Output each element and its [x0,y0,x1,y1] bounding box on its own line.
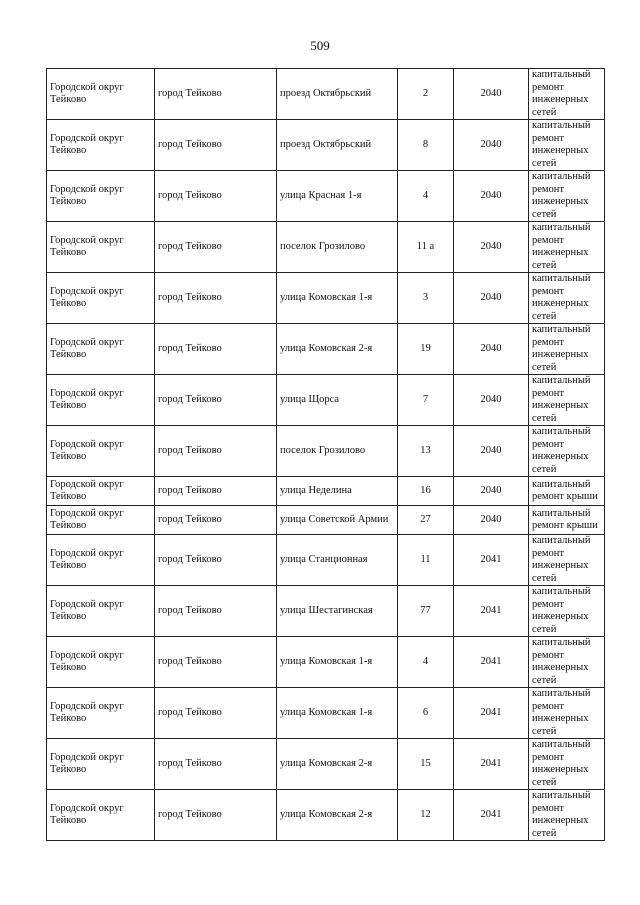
city-cell: город Тейково [155,273,277,324]
year-cell: 2040 [454,171,529,222]
house-number-cell: 13 [398,426,454,477]
district-cell: Городской округ Тейково [47,688,155,739]
city-cell: город Тейково [155,586,277,637]
table-row [47,426,605,477]
work-type-cell: капитальный ремонт инженерных сетей [529,688,605,739]
work-type-cell: капитальный ремонт инженерных сетей [529,426,605,477]
table-row [47,171,605,222]
district-cell: Городской округ Тейково [47,222,155,273]
work-type-cell: капитальный ремонт крыши [529,477,605,506]
district-cell: Городской округ Тейково [47,535,155,586]
page-number: 509 [310,38,330,53]
house-number-cell: 16 [398,477,454,506]
year-cell: 2040 [454,324,529,375]
district-cell: Городской округ Тейково [47,120,155,171]
city-cell: город Тейково [155,120,277,171]
year-cell: 2040 [454,477,529,506]
table-row [47,535,605,586]
house-number-cell: 4 [398,637,454,688]
work-type-cell: капитальный ремонт инженерных сетей [529,375,605,426]
street-cell: улица Неделина [277,477,398,506]
table-row [47,477,605,506]
house-number-cell: 77 [398,586,454,637]
city-cell: город Тейково [155,222,277,273]
year-cell: 2040 [454,426,529,477]
city-cell: город Тейково [155,506,277,535]
city-cell: город Тейково [155,637,277,688]
street-cell: улица Комовская 1-я [277,637,398,688]
table-row [47,688,605,739]
street-cell: улица Шестагинская [277,586,398,637]
city-cell: город Тейково [155,171,277,222]
district-cell: Городской округ Тейково [47,273,155,324]
house-number-cell: 8 [398,120,454,171]
table-row [47,69,605,120]
district-cell: Городской округ Тейково [47,739,155,790]
table-row [47,222,605,273]
table-row [47,637,605,688]
street-cell: улица Советской Армии [277,506,398,535]
district-cell: Городской округ Тейково [47,324,155,375]
work-type-cell: капитальный ремонт инженерных сетей [529,586,605,637]
house-number-cell: 19 [398,324,454,375]
house-number-cell: 15 [398,739,454,790]
year-cell: 2041 [454,586,529,637]
house-number-cell: 2 [398,69,454,120]
city-cell: город Тейково [155,535,277,586]
year-cell: 2040 [454,375,529,426]
city-cell: город Тейково [155,790,277,841]
table-body [47,69,605,841]
district-cell: Городской округ Тейково [47,506,155,535]
table-row [47,120,605,171]
year-cell: 2041 [454,790,529,841]
house-number-cell: 11 [398,535,454,586]
street-cell: улица Станционная [277,535,398,586]
work-type-cell: капитальный ремонт инженерных сетей [529,739,605,790]
district-cell: Городской округ Тейково [47,69,155,120]
house-number-cell: 6 [398,688,454,739]
work-type-cell: капитальный ремонт инженерных сетей [529,273,605,324]
house-number-cell: 3 [398,273,454,324]
work-type-cell: капитальный ремонт инженерных сетей [529,171,605,222]
year-cell: 2040 [454,273,529,324]
district-cell: Городской округ Тейково [47,637,155,688]
district-cell: Городской округ Тейково [47,790,155,841]
work-type-cell: капитальный ремонт инженерных сетей [529,222,605,273]
street-cell: поселок Грозилово [277,426,398,477]
house-number-cell: 27 [398,506,454,535]
city-cell: город Тейково [155,739,277,790]
street-cell: улица Щорса [277,375,398,426]
street-cell: улица Комовская 2-я [277,324,398,375]
repair-schedule-table [46,68,605,841]
city-cell: город Тейково [155,477,277,506]
table-row [47,790,605,841]
district-cell: Городской округ Тейково [47,586,155,637]
work-type-cell: капитальный ремонт инженерных сетей [529,69,605,120]
street-cell: поселок Грозилово [277,222,398,273]
year-cell: 2040 [454,120,529,171]
district-cell: Городской округ Тейково [47,426,155,477]
street-cell: проезд Октябрьский [277,69,398,120]
table-row [47,506,605,535]
street-cell: проезд Октябрьский [277,120,398,171]
city-cell: город Тейково [155,426,277,477]
city-cell: город Тейково [155,69,277,120]
year-cell: 2040 [454,69,529,120]
district-cell: Городской округ Тейково [47,171,155,222]
year-cell: 2041 [454,535,529,586]
house-number-cell: 7 [398,375,454,426]
street-cell: улица Комовская 1-я [277,688,398,739]
city-cell: город Тейково [155,375,277,426]
work-type-cell: капитальный ремонт инженерных сетей [529,790,605,841]
year-cell: 2041 [454,739,529,790]
table-row [47,739,605,790]
street-cell: улица Комовская 2-я [277,790,398,841]
work-type-cell: капитальный ремонт инженерных сетей [529,324,605,375]
house-number-cell: 12 [398,790,454,841]
district-cell: Городской округ Тейково [47,477,155,506]
year-cell: 2041 [454,688,529,739]
year-cell: 2041 [454,637,529,688]
work-type-cell: капитальный ремонт инженерных сетей [529,535,605,586]
year-cell: 2040 [454,222,529,273]
city-cell: город Тейково [155,324,277,375]
table-row [47,586,605,637]
work-type-cell: капитальный ремонт инженерных сетей [529,637,605,688]
house-number-cell: 4 [398,171,454,222]
work-type-cell: капитальный ремонт инженерных сетей [529,120,605,171]
work-type-cell: капитальный ремонт крыши [529,506,605,535]
street-cell: улица Комовская 2-я [277,739,398,790]
city-cell: город Тейково [155,688,277,739]
table-row [47,273,605,324]
table-row [47,324,605,375]
year-cell: 2040 [454,506,529,535]
table-row [47,375,605,426]
district-cell: Городской округ Тейково [47,375,155,426]
street-cell: улица Красная 1-я [277,171,398,222]
street-cell: улица Комовская 1-я [277,273,398,324]
house-number-cell: 11 а [398,222,454,273]
